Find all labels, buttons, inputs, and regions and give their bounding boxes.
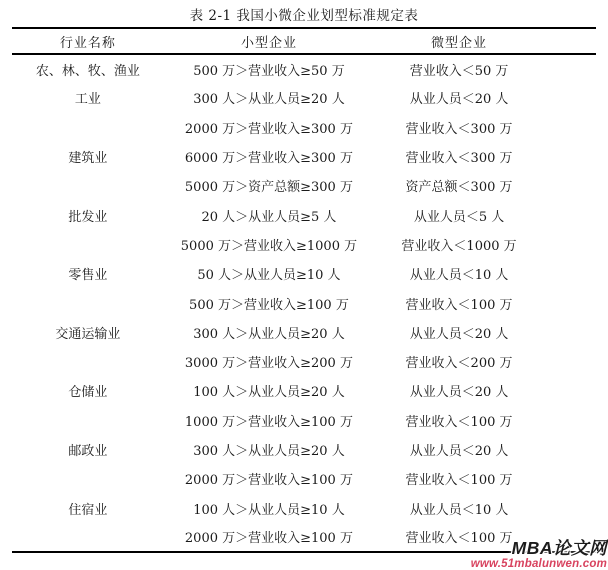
small-enterprise-cell: 300 人＞从业人员≥20 人 [193, 326, 345, 342]
small-enterprise-cell: 20 人＞从业人员≥5 人 [201, 209, 337, 225]
small-enterprise-cell: 50 人＞从业人员≥10 人 [197, 268, 341, 284]
table-row [12, 230, 596, 259]
small-enterprise-cell: 500 万＞营业收入≥50 万 [193, 63, 345, 79]
micro-enterprise-cell: 营业收入＜300 万 [405, 151, 513, 167]
industry-cell [12, 288, 164, 317]
industry-cell [12, 406, 164, 435]
column-header-small-enterprise: 小型企业 [240, 35, 297, 51]
industry-cell: 邮政业 [68, 444, 108, 459]
industry-cell [12, 523, 164, 552]
industry-cell [12, 230, 164, 259]
small-enterprise-cell: 2000 万＞营业收入≥300 万 [184, 121, 353, 137]
table-row [12, 83, 596, 112]
micro-enterprise-cell: 从业人员＜10 人 [409, 268, 509, 284]
micro-enterprise-cell: 营业收入＜50 万 [409, 63, 509, 79]
micro-enterprise-cell: 营业收入＜200 万 [405, 356, 513, 372]
micro-enterprise-cell: 从业人员＜20 人 [409, 385, 509, 401]
micro-enterprise-cell: 营业收入＜100 万 [405, 297, 513, 313]
table-caption: 表 2-1 我国小微企业划型标准规定表 [189, 8, 419, 24]
table-row [12, 464, 596, 493]
small-enterprise-cell: 100 人＞从业人员≥10 人 [193, 502, 345, 518]
column-header-industry: 行业名称 [59, 35, 116, 51]
table-body [12, 54, 596, 552]
small-enterprise-cell: 5000 万＞营业收入≥1000 万 [180, 238, 358, 254]
table-row [12, 113, 596, 142]
industry-cell: 住宿业 [68, 502, 108, 518]
micro-enterprise-cell: 从业人员＜20 人 [409, 92, 509, 108]
industry-cell [12, 113, 164, 142]
small-enterprise-cell: 300 人＞从业人员≥20 人 [193, 444, 345, 459]
micro-enterprise-cell: 从业人员＜20 人 [409, 444, 509, 459]
micro-enterprise-cell: 从业人员＜5 人 [413, 209, 505, 225]
table-row [12, 288, 596, 317]
micro-enterprise-cell: 营业收入＜100 万 [405, 473, 513, 489]
small-enterprise-cell: 5000 万＞资产总额≥300 万 [184, 180, 353, 196]
small-enterprise-cell: 300 人＞从业人员≥20 人 [193, 92, 345, 108]
table-row [12, 142, 596, 171]
table-row [12, 318, 596, 347]
watermark-site-url: www.51mbalunwen.com [470, 557, 607, 570]
table-row [12, 406, 596, 435]
micro-enterprise-cell: 资产总额＜300 万 [405, 180, 513, 196]
small-enterprise-cell: 3000 万＞营业收入≥200 万 [184, 356, 353, 372]
small-enterprise-cell: 2000 万＞营业收入≥100 万 [184, 473, 353, 489]
industry-cell [12, 347, 164, 376]
micro-enterprise-cell: 营业收入＜1000 万 [401, 238, 517, 254]
industry-cell: 交通运输业 [55, 326, 121, 342]
table-row [12, 493, 596, 522]
watermark [471, 539, 607, 570]
small-enterprise-cell: 500 万＞营业收入≥100 万 [189, 297, 349, 313]
micro-enterprise-cell: 从业人员＜20 人 [409, 326, 509, 342]
watermark-site-name: MBA论文网 [511, 537, 607, 558]
small-enterprise-cell: 2000 万＞营业收入≥100 万 [184, 531, 353, 547]
industry-cell: 批发业 [68, 209, 108, 225]
industry-cell: 零售业 [68, 268, 108, 284]
table-row [12, 171, 596, 200]
industry-cell: 建筑业 [68, 151, 108, 167]
industry-cell: 仓储业 [68, 385, 108, 401]
micro-enterprise-cell: 从业人员＜10 人 [409, 502, 509, 518]
industry-cell: 工业 [74, 92, 101, 108]
micro-enterprise-cell: 营业收入＜100 万 [405, 414, 513, 430]
column-header-micro-enterprise: 微型企业 [431, 35, 488, 51]
small-enterprise-cell: 100 人＞从业人员≥20 人 [193, 385, 345, 401]
industry-cell: 农、林、牧、渔业 [35, 63, 140, 79]
table-row [12, 435, 596, 464]
small-enterprise-cell: 1000 万＞营业收入≥100 万 [184, 414, 353, 430]
table-row [12, 259, 596, 288]
table-header [12, 28, 596, 54]
industry-cell [12, 464, 164, 493]
micro-enterprise-cell: 营业收入＜100 万 [405, 531, 513, 547]
table-row [12, 376, 596, 405]
micro-enterprise-cell: 营业收入＜300 万 [405, 121, 513, 137]
industry-cell [12, 171, 164, 200]
table-row [12, 54, 596, 83]
classification-table [12, 27, 596, 553]
small-enterprise-cell: 6000 万＞营业收入≥300 万 [184, 151, 353, 167]
header-row [12, 28, 596, 54]
table-row [12, 347, 596, 376]
table-row [12, 200, 596, 229]
